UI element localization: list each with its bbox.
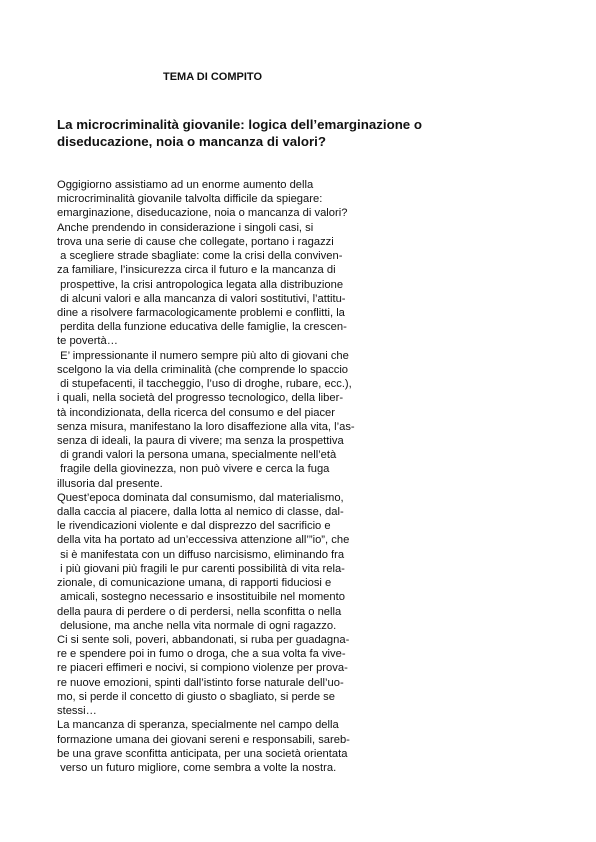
essay-body-line: i quali, nella società del progresso tecnologico, della liber-	[57, 392, 344, 405]
essay-body-line: Oggigiorno assistiamo ad un enorme aumento della	[57, 179, 314, 191]
essay-body-line: formazione umana dei giovani sereni e responsabili, sareb-	[57, 733, 350, 746]
essay-body-line: Quest’epoca dominata dal consumismo, dal materialismo,	[57, 491, 344, 504]
essay-body-line: trova una serie di cause che collegate, portano i ragazzi	[57, 235, 334, 248]
essay-body-line: tà incondizionata, della ricerca del consumo e del piacer	[57, 406, 335, 419]
essay-body-line: microcriminalità giovanile talvolta difficile da spiegare:	[57, 193, 323, 206]
essay-body-line: scelgono la via della criminalità (che comprende lo spaccio	[57, 363, 349, 376]
essay-body-line: za familiare, l’insicurezza circa il futuro e la mancanza di	[57, 264, 336, 277]
essay-body-line: te povertà…	[57, 335, 118, 348]
essay-body-line: re e spendere poi in fumo o droga, che a sua volta fa vive-	[57, 648, 346, 661]
essay-body-line: verso un futuro migliore, come sembra a volte la nostra.	[57, 761, 337, 774]
document-header-label: TEMA DI COMPITO	[163, 71, 262, 83]
essay-body-line: della vita ha portato ad un’eccessiva attenzione all’”io”, che	[57, 534, 350, 547]
essay-body-line: delusione, ma anche nella vita normale di ogni ragazzo.	[57, 619, 337, 632]
essay-body-line: amicali, sostegno necessario e insostituibile nel momento	[57, 591, 345, 604]
essay-body-line: illusoria dal presente.	[57, 477, 163, 490]
essay-body-line: a scegliere strade sbagliate: come la crisi della conviven-	[57, 250, 343, 263]
essay-body-line: di stupefacenti, il taccheggio, l’uso di droghe, rubare, ecc.),	[57, 378, 352, 391]
essay-body-line: della paura di perdere o di perdersi, nella sconfitta o nella	[57, 605, 342, 618]
essay-body-line: stessi…	[57, 705, 97, 718]
essay-body-line: emarginazione, diseducazione, noia o mancanza di valori?	[57, 207, 348, 220]
essay-body-line: di grandi valori la persona umana, specialmente nell’età	[57, 449, 337, 462]
essay-title	[57, 116, 422, 150]
essay-body-line: perdita della funzione educativa delle famiglie, la crescen-	[57, 321, 347, 334]
essay-body-line: be una grave sconfitta anticipata, per una società orientata	[57, 747, 348, 760]
essay-body-line: mo, si perde il concetto di giusto o sbagliato, si perde se	[57, 690, 335, 703]
essay-body-line: senza di ideali, la paura di vivere; ma senza la prospettiva	[57, 434, 344, 447]
essay-body-line: zionale, di comunicazione umana, di rapporti fiduciosi e	[57, 577, 332, 590]
essay-body-line: re piaceri effimeri e nocivi, si compiono violenze per prova-	[57, 662, 348, 675]
essay-body-line: i più giovani più fragili le pur carenti possibilità di vita rela-	[57, 562, 345, 575]
essay-body-line: prospettive, la crisi antropologica legata alla distribuzione	[57, 278, 344, 291]
essay-body-line: Ci si sente soli, poveri, abbandonati, si ruba per guadagna-	[57, 634, 350, 646]
essay-body-line: si è manifestata con un diffuso narcisismo, eliminando fra	[57, 548, 345, 561]
essay-body	[57, 178, 457, 775]
essay-title-line: La microcriminalità giovanile: logica dell’emarginazione o	[57, 117, 423, 132]
essay-body-line: di alcuni valori e alla mancanza di valori sostitutivi, l’attitu-	[57, 292, 346, 305]
essay-body-line: re nuove emozioni, spinti dall’istinto forse naturale dell’uo-	[57, 676, 344, 689]
essay-body-line: E’ impressionante il numero sempre più alto di giovani che	[57, 349, 349, 362]
essay-body-line: Anche prendendo in considerazione i singoli casi, si	[57, 221, 314, 234]
essay-body-line: dalla caccia al piacere, dalla lotta al nemico di classe, dal-	[57, 506, 344, 519]
essay-body-line: dine a risolvere farmacologicamente problemi e conflitti, la	[57, 306, 345, 319]
essay-body-line: La mancanza di speranza, specialmente nel campo della	[57, 719, 339, 732]
essay-body-line: fragile della giovinezza, non può vivere e cerca la fuga	[57, 463, 330, 476]
essay-title-line: diseducazione, noia o mancanza di valori?	[57, 134, 326, 149]
essay-body-line: le rivendicazioni violente e dal disprezzo del sacrificio e	[57, 520, 331, 533]
essay-body-line: senza misura, manifestano la loro disaffezione alla vita, l’as-	[57, 420, 355, 433]
